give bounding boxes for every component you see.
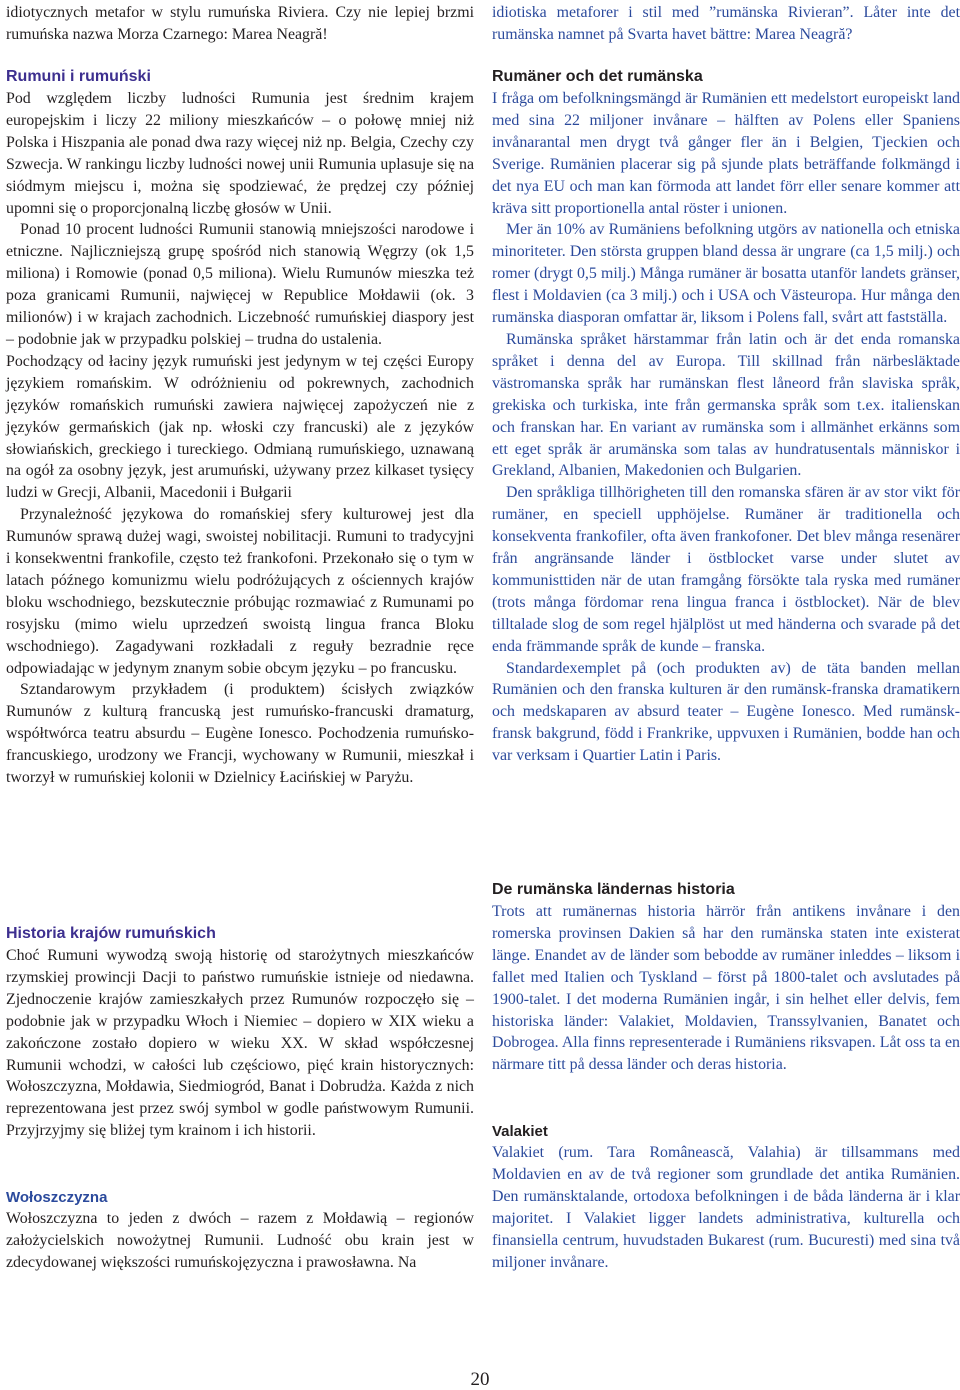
section-heading: Rumäner och det rumänska bbox=[492, 68, 703, 85]
left-section-woloszczyzna bbox=[6, 1187, 474, 1274]
body-paragraph: Mer än 10% av Rumäniens befolkning utgörs av nationella och etniska minoriteter. Den största gruppen bland dessa är ungrare (ca 1,5 milj.) och romer (drygt 0,5 milj.) Många rumäner är bosatta utanför landets gränser, flest i Moldavien (ca 3 milj.) och i USA och Västeuropa. Hur många den rumänska diasporan omfattar är, liksom i Polens fall, svårt att fastställa. bbox=[492, 221, 960, 327]
subsection-heading: Valakiet bbox=[492, 1123, 548, 1140]
body-paragraph: Choć Rumuni wywodzą swoją historię od starożytnych mieszkańców rzymskiej prowincji Dacji to państwo rumuńskie istnieje od niedawna. Zjednoczenie krajów zamieszkałych przez Rumunów rozpoczęło się – podobnie jak w przypadku Włoch i Niemiec – dopiero w XIX wieku a zakończone zostało dopiero w wieku XX. W skład współczesnej Rumunii wchodzi, w całości lub częściowo, pięć krain historycznych: Wołoszczyzna, Mołdawia, Siedmiogród, Banat i Dobrudża. Każda z nich reprezentowana jest przez swój symbol w godle państwowym Rumunii. Przyjrzyjmy się bliżej tym krainom i ich historii. bbox=[6, 947, 474, 1140]
body-paragraph: I fråga om befolkningsmängd är Rumänien ett medelstort europeiskt land med sina 22 miljoner invånare – hälften av Polens eller Spaniens invånarantal men drygt två gånger fler än i Belgien, Tjeckien och Sverige. Rumänien placerar sig på sjunde plats beträffande folkmängd i det nya EU och man kan förmoda att landet förr eller senare kommer att kräva sitt proportionella antal röster i unionen. bbox=[492, 90, 960, 217]
body-paragraph: Valakiet (rum. Tara Românească, Valahia) är tillsammans med Moldavien en av de två regioner som grundlade det antika Rumänien. Den rumänsktalande, ortodoxa befolkningen i de båda länderna är i klar majoritet. I Valakiet ligger landets administrativa, kulturella och finansiella centrum, huvudstaden Bukarest (rum. Bucuresti) med sina två miljoner invånare. bbox=[492, 1144, 960, 1271]
body-paragraph: Pod względem liczby ludności Rumunia jest średnim krajem europejskim i liczy 22 miliony mieszkańców – o połowę mniej niż Polska i Hiszpania ale ponad dwa razy więcej niż np. Belgia, Czechy czy Szwecja. W rankingu liczby ludności nowej unii Rumunia uplasuje się na siódmym miejscu i, można się spodziewać, że prędzej czy później upomni się o proporcjonalną liczbę głosów w Unii. bbox=[6, 90, 474, 217]
right-intro-paragraph: idiotiska metaforer i stil med ”rumänska Rivieran”. Låter inte det rumänska namnet på Svarta havet bättre: Marea Neagră? bbox=[492, 4, 960, 43]
section-heading: Rumuni i rumuński bbox=[6, 68, 151, 85]
body-paragraph: Trots att rumänernas historia härrör från antikens invånare i den romerska provinsen Dakien så har den rumänska staten inte existerat länge. Enandet av de länder som bebodde av rumäner inleddes – liksom i fallet med Italien och Tyskland – först på 1800-talet och avslutades på 1900-talet. I det moderna Rumänien ingår, i sin helhet eller delvis, fem historiska länder: Valakiet, Moldavien, Transsylvanien, Banatet och Dobrogea. Alla finns representerade i Rumäniens riksvapen. Låt oss ta en närmare titt på dessa länder och deras historia. bbox=[492, 903, 960, 1074]
left-intro-paragraph: idiotycznych metafor w stylu rumuńska Riviera. Czy nie lepiej brzmi rumuńska nazwa Morza Czarnego: Marea Neagră! bbox=[6, 4, 474, 43]
body-paragraph: Pochodzący od łaciny język rumuński jest jedynym w tej części Europy językiem romańskim. W odróżnieniu od pokrewnych, zachodnich języków romańskich rumuński zawiera najwięcej zapożyczeń nie z języków germańskich (jak np. włoski czy francuski) ale z języków słowiańskich, greckiego i tureckiego. Odmianą rumuńskiego, uznawaną na ogół za osobny język, jest arumuński, używany przez kilkaset tysięcy ludzi w Grecji, Albanii, Macedonii i Bułgarii bbox=[6, 352, 474, 502]
subsection-heading: Wołoszczyzna bbox=[6, 1189, 108, 1206]
left-section-historia bbox=[6, 923, 474, 1142]
body-paragraph: Przynależność językowa do romańskiej sfery kulturowej jest dla Rumunów sprawą dużej wagi, swoistej nobilitacji. Rumuni to tradycyjni i konsekwentni frankofile, często też frankofoni. Przekonało się o tym w latach późnego komunizmu wielu podróżujących z ościennych krajów bloku wschodniego, bezskutecznie próbując rozmawiać z Rumunami po rosyjsku (mimo wielu uprzedzeń swoistą lingua franca Bloku wschodniego). Zagadywani rozkładali z reguły bezradnie ręce odpowiadając w jedynym znanym sobie obcym języku – po francusku. bbox=[6, 506, 474, 677]
body-paragraph: Standardexemplet på (och produkten av) de täta banden mellan Rumänien och den franska kulturen är den rumänsk-franska dramatikern och medskaparen av absurd teater – Eugène Ionesco. Med rumänsk-fransk bakgrund, född i Frankrike, uppvuxen i Rumänien, bodde han och var verksam i Quartier Latin i Paris. bbox=[492, 659, 960, 765]
body-paragraph: Wołoszczyzna to jeden z dwóch – razem z Mołdawią – regionów założycielskich nowożytnej Rumunii. Ludność obu krain jest w zdecydowanej większości rumuńskojęzyczna i prawosławna. Na bbox=[6, 1210, 474, 1271]
body-paragraph: Ponad 10 procent ludności Rumunii stanowią mniejszości narodowe i etniczne. Najliczniejszą grupę spośród nich stanowią Węgrzy (ok 1,5 miliona) i Romowie (ponad 0,5 miliona). Wielu Rumunów mieszka też poza granicami Rumunii, najwięcej w Republice Mołdawii (ok. 3 milionów) i w krajach zachodnich. Liczebność rumuńskiej diaspory jest – podobnie jak w przypadku polskiej – trudna do ustalenia. bbox=[6, 221, 474, 348]
right-section-valakiet bbox=[492, 1121, 960, 1273]
section-heading: Historia krajów rumuńskich bbox=[6, 925, 216, 942]
page-number: 20 bbox=[470, 1369, 490, 1390]
left-section-rumuni bbox=[6, 66, 474, 789]
right-section-rumaner bbox=[492, 66, 960, 767]
body-paragraph: Rumänska språket härstammar från latin och är det enda romanska språket i denna del av Europa. Till skillnad från närbesläktade västromanska språk har rumänskan flest låneord från slaviska språk, grekiska och turkiska, inte från germanska språk som t.ex. italienskan och franskan har. En variant av rumänska som i allmänhet erkänns som ett eget språk är arumänska som talas av hundratusentals människor i Grekland, Albanien, Makedonien och Bulgarien. bbox=[492, 330, 960, 480]
body-paragraph: Sztandarowym przykładem (i produktem) ścisłych związków Rumunów z kulturą francuską jest rumuńsko-francuski dramaturg, współtwórca teatru absurdu – Eugène Ionesco. Pochodzenia rumuńsko-francuskiego, urodzony we Francji, wychowany w Rumunii, mieszkał i tworzył w rumuńskiej kolonii w Dzielnicy Łacińskiej w Paryżu. bbox=[6, 681, 474, 787]
section-heading: De rumänska ländernas historia bbox=[492, 881, 735, 898]
right-section-historia bbox=[492, 879, 960, 1076]
body-paragraph: Den språkliga tillhörigheten till den romanska sfären är av stor vikt för rumäner, en speciell upphöjelse. Rumäner är traditionella och konsekventa frankofiler, ofta även frankofoner. Det blev många resenärer från angränsande länder i östblocket varse under slutet av kommunisttiden när de utan framgång försökte tala ryska med rumäner (trots många fördomar rena lingua franca i östblocket). När de blev tilltalade slog de som regel hjälplöst ut med händerna och svarade på det enda främmande språk de kunde – franska. bbox=[492, 484, 960, 655]
